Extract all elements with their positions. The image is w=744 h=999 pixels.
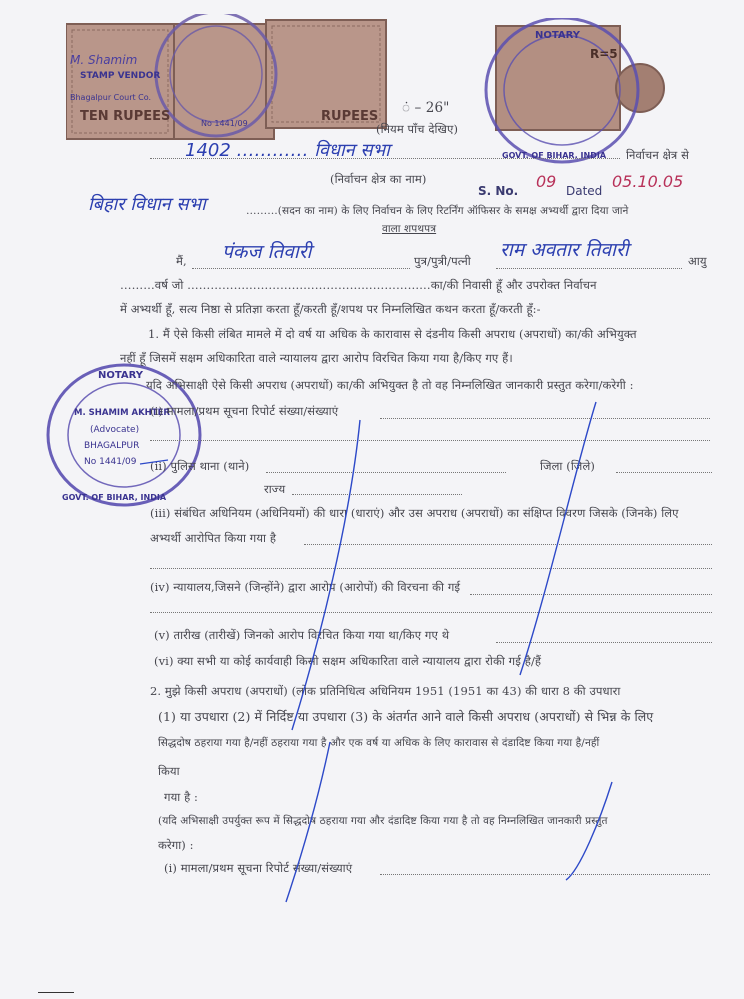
notary-seal-top: NOTARY [98,370,144,381]
notary-seal-role: (Advocate) [90,425,140,435]
line-2a: मैं, [176,254,187,268]
line-10: राज्य [264,482,286,496]
notary-seal-name: M. SHAMIM AKHTER [74,408,170,418]
line-4: में अभ्यर्थी हूँ, सत्य निष्ठा से प्रतिज्ञा करता हूँ/करती हूँ/शपथ पर निम्नलिखित कथन करता हूँ/करती हूँ:- [120,302,541,316]
handwritten-name: पंकज तिवारी [222,241,312,263]
rule-reference: (नियम पाँच देखिए) [376,122,459,136]
constituency-name-hint: (निर्वाचन क्षेत्र का नाम) [330,172,427,186]
line-21: (यदि अभिसाक्षी उपर्युक्त रूप में सिद्धदोष ठहराया गया और दंडादिष्ट किया गया है तो वह निम्नलिखित जानकारी प्रस्तुत [158,815,608,827]
notary-top-right: NOTARY [535,30,581,41]
line-7: यदि अभिसाक्षी ऐसे किसी अपराध (अपराधों) का/की अभियुक्त है तो वह निम्नलिखित जानकारी प्रस्तुत करेगा/करेगी : [146,378,634,392]
vendor-title: STAMP VENDOR [80,71,161,81]
vendor-place: Bhagalpur Court Co. [70,93,152,102]
notary-seal-no: No 1441/09 [84,457,137,467]
line-3: ………वर्ष जो ………………………………………………………का/की निवासी हूँ और उपरोक्त निर्वाचन [120,278,597,292]
line-19: किया [158,764,180,778]
line-5: 1. मैं ऐसे किसी लंबित मामले में दो वर्ष या अधिक के कारावास से दंडनीय किसी अपराध (अपराधों) का/की अभियुक्त [148,327,637,341]
handwritten-house: बिहार विधान सभा [88,194,206,215]
form-number: ं – 26" [402,100,450,116]
line-2c: आयु [688,254,707,268]
line-15: (vi) क्या सभी या कोई कार्यवाही किसी सक्षम अधिकारिता वाले न्यायालय द्वारा रोकी गई है/हैं [154,654,542,668]
line-13: (iv) न्यायालय,जिसने (जिन्होंने) द्वारा आरोप (आरोपों) की विरचना की गई [150,580,461,594]
line-1b: वाला शपथपत्र [382,223,437,235]
notary-no-stamp1: No 1441/09 [201,119,248,128]
serial-no-label: S. No. [478,184,519,198]
line-20: गया है : [164,790,199,804]
line-14: (v) तारीख (तारीखें) जिनको आरोप विरचित किया गया था/किए गए थे [154,628,450,642]
line-9: (ii) पुलिस थाना (थाने) [150,459,250,473]
line-16: 2. मुझे किसी अपराध (अपराधों) (लोक प्रतिनिधित्व अधिनियम 1951 (1951 का 43) की धारा 8 की उपधारा [150,684,621,698]
dated-label: Dated [566,184,603,198]
notary-seal-city: BHAGALPUR [84,441,140,451]
dated-value: 05.10.05 [612,172,684,191]
handwritten-constituency: 1402 ………… विधान सभा [185,140,390,161]
notary-seal-bottom: GOVT. OF BIHAR, INDIA [62,493,167,502]
fee-stamp-1-text: TEN RUPEES [80,109,171,124]
page-bottom-mark [38,992,74,993]
line-12: अभ्यर्थी आरोपित किया गया है [150,531,277,545]
serial-no-value: 09 [536,172,557,191]
line-11: (iii) संबंधित अधिनियम (अधिनियमों) की धारा (धाराएं) और उस अपराध (अपराधों) का संक्षिप्त विवरण जिसके (जिनके) लिए [150,506,679,520]
line-2b: पुत्र/पुत्री/पत्नी [414,254,471,268]
constituency-suffix: निर्वाचन क्षेत्र से [626,148,689,162]
line-6: नहीं हूँ जिसमें सक्षम अधिकारिता वाले न्यायालय द्वारा आरोप विरचित किया गया है/किए गए हैं। [120,351,513,365]
line-9b: जिला (जिले) [540,459,595,473]
line-23: (i) मामला/प्रथम सूचना रिपोर्ट संख्या/संख्याएं [164,861,353,875]
handwritten-father: राम अवतार तिवारी [500,239,629,261]
fee-stamp-3-text: R=5 [590,47,618,61]
vendor-name: M. Shamim [70,53,138,67]
fee-stamp-2-text: RUPEES [321,109,379,124]
line-18: सिद्धदोष ठहराया गया है/नहीं ठहराया गया है और एक वर्ष या अधिक के लिए कारावास से दंडादिष्ट किया गया है/नहीं [158,737,600,749]
notary-bottom-right: GOVT. OF BIHAR, INDIA [502,151,607,160]
line-1: ………(सदन का नाम) के लिए निर्वाचन के लिए रिटर्निंग ऑफिसर के समक्ष अभ्यर्थी द्वारा दिया जाने [246,205,629,217]
line-8: (i) मामला/प्रथम सूचना रिपोर्ट संख्या/संख्याएं [150,404,339,418]
line-22: करेगा) : [158,838,194,852]
line-17: (1) या उपधारा (2) में निर्दिष्ट या उपधारा (3) के अंतर्गत आने वाले किसी अपराध (अपराधों) से भिन्न के लिए [158,709,654,724]
